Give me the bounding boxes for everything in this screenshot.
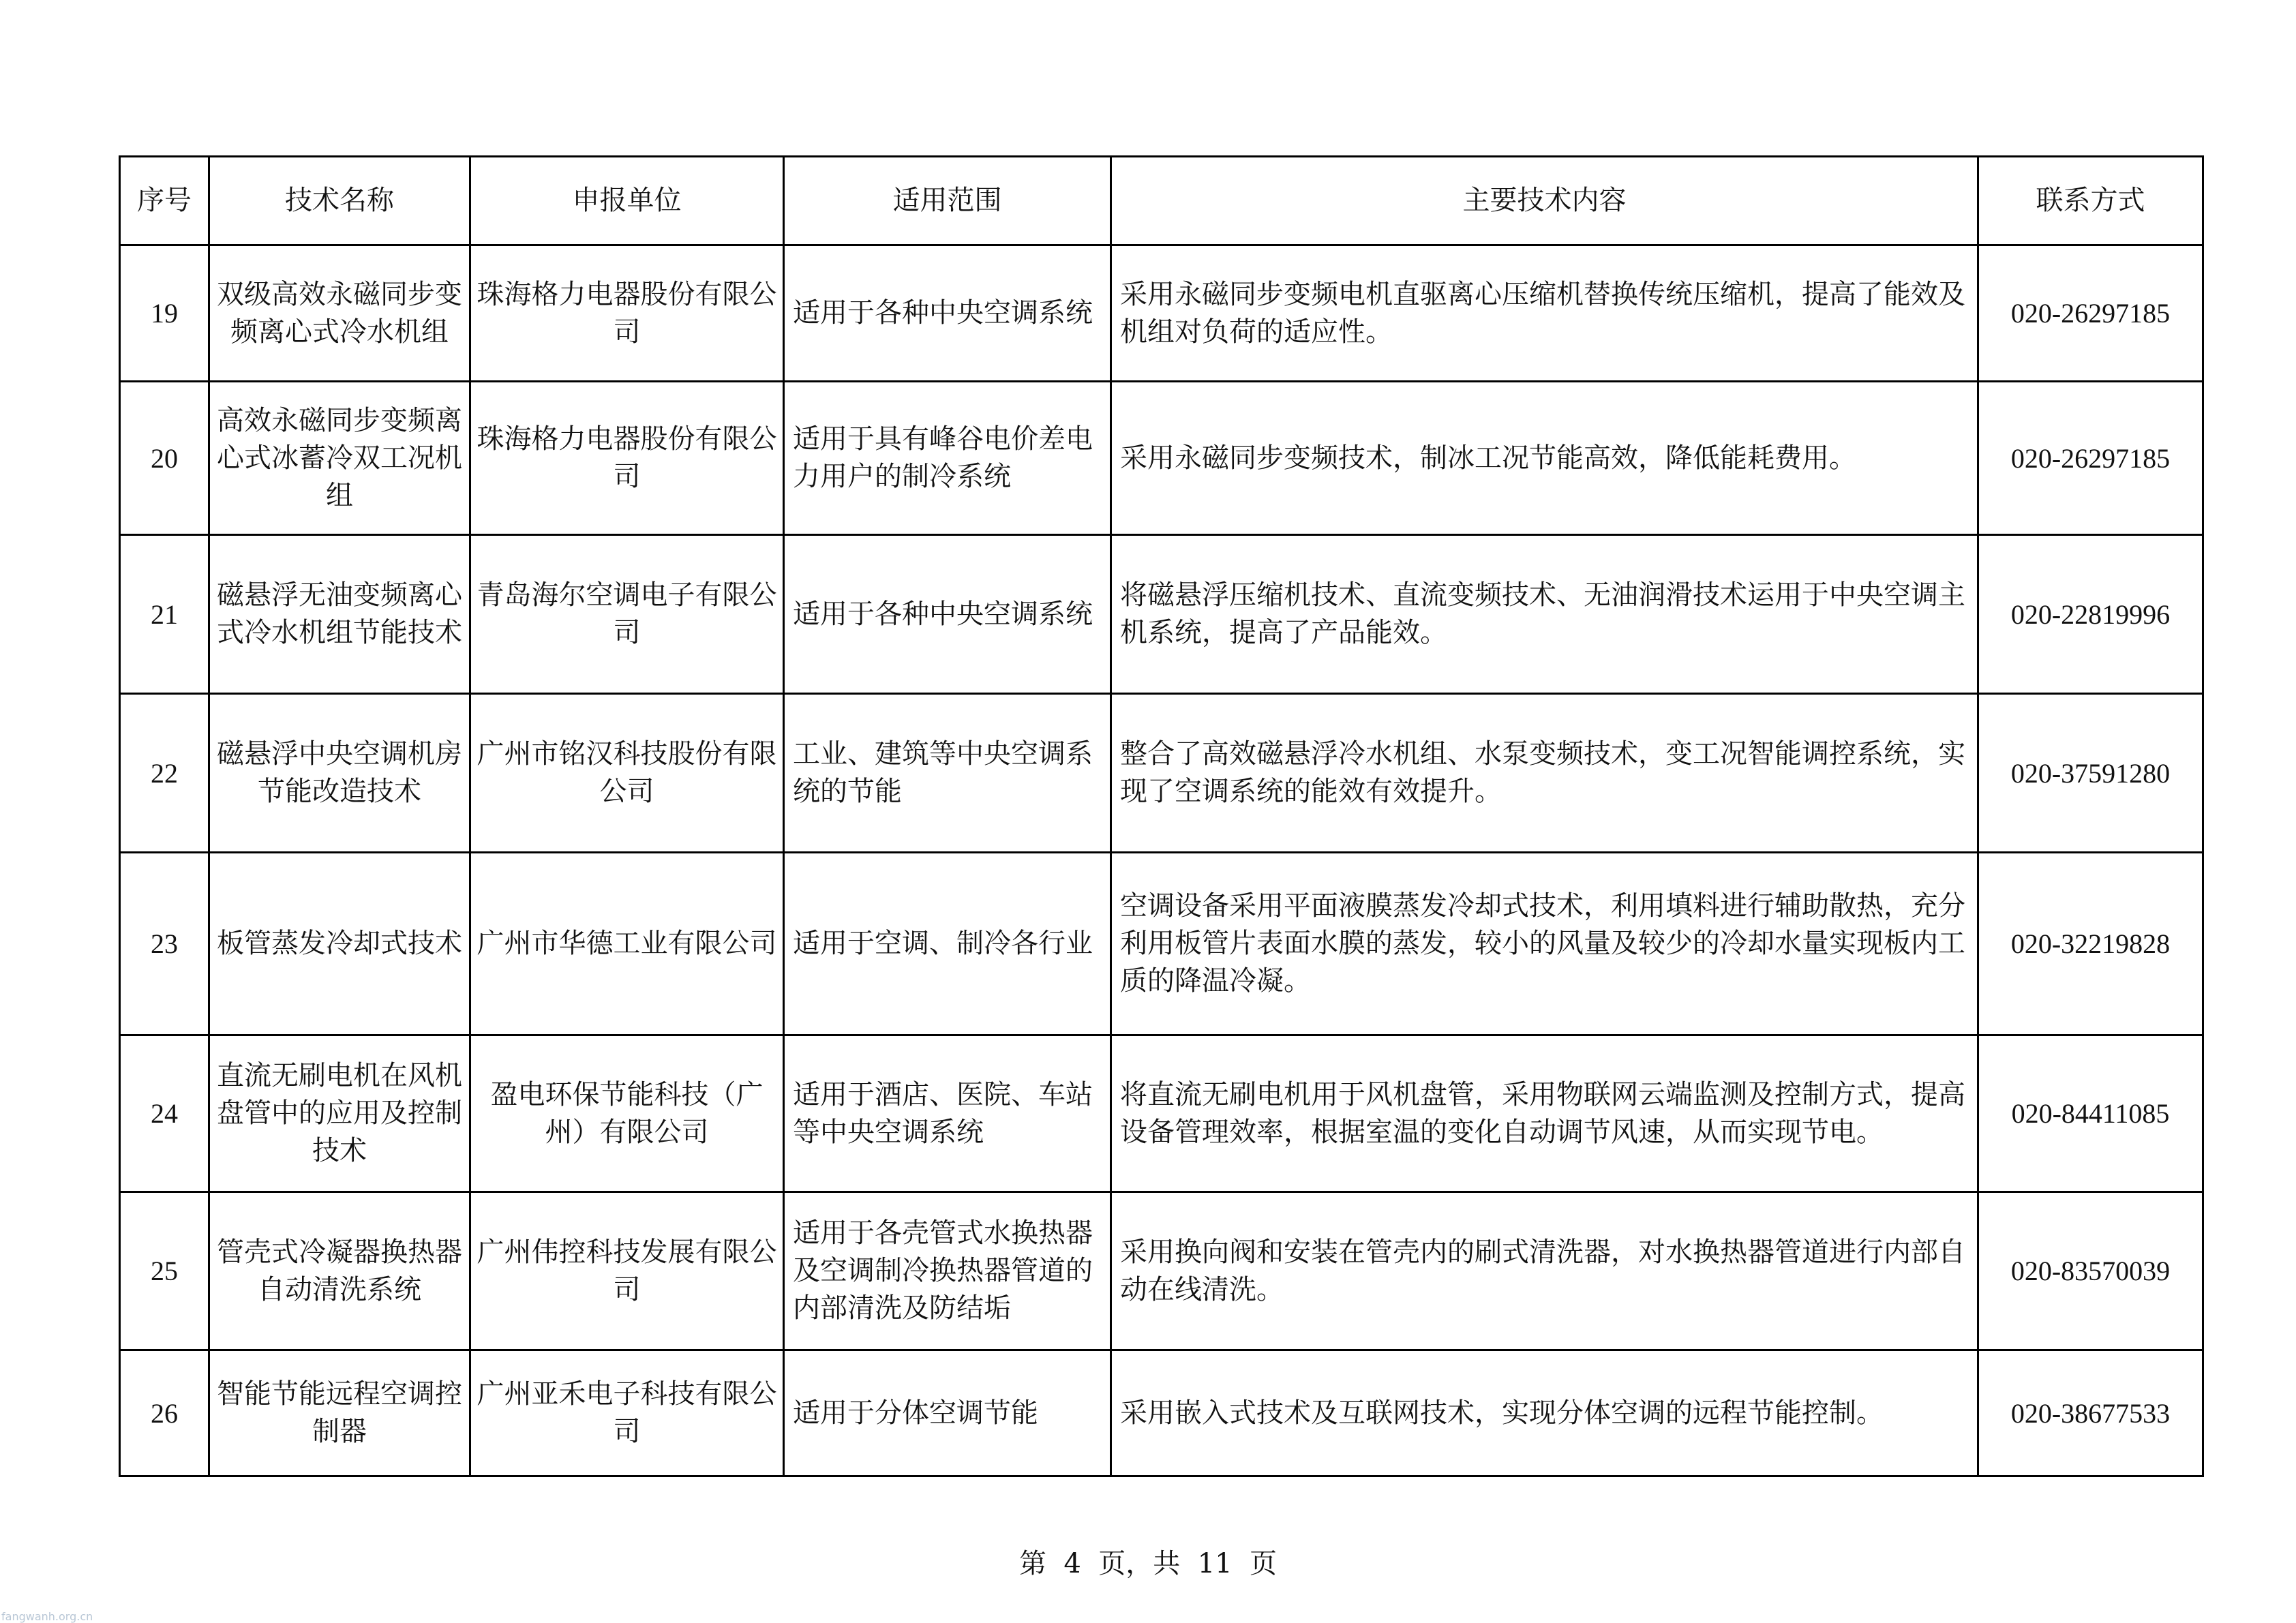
header-serial-no: 序号 <box>120 157 209 245</box>
cell-serial-no: 22 <box>120 694 209 853</box>
table-row <box>120 694 2203 853</box>
cell-main-content: 采用嵌入式技术及互联网技术，实现分体空调的远程节能控制。 <box>1111 1350 1978 1476</box>
cell-tech-name: 高效永磁同步变频离心式冰蓄冷双工况机组 <box>209 382 470 535</box>
cell-contact: 020-32219828 <box>1978 853 2203 1035</box>
table-row <box>120 245 2203 382</box>
header-main-content: 主要技术内容 <box>1111 157 1978 245</box>
table-row <box>120 1192 2203 1350</box>
cell-applicant-unit: 广州伟控科技发展有限公司 <box>470 1192 784 1350</box>
cell-contact: 020-84411085 <box>1978 1035 2203 1192</box>
cell-main-content: 整合了高效磁悬浮冷水机组、水泵变频技术，变工况智能调控系统，实现了空调系统的能效有效提升。 <box>1111 694 1978 853</box>
cell-scope: 适用于分体空调节能 <box>784 1350 1111 1476</box>
cell-contact: 020-83570039 <box>1978 1192 2203 1350</box>
cell-main-content: 将磁悬浮压缩机技术、直流变频技术、无油润滑技术运用于中央空调主机系统，提高了产品能效。 <box>1111 535 1978 694</box>
cell-applicant-unit: 广州市铭汉科技股份有限公司 <box>470 694 784 853</box>
cell-contact: 020-26297185 <box>1978 245 2203 382</box>
cell-applicant-unit: 盈电环保节能科技（广州）有限公司 <box>470 1035 784 1192</box>
cell-applicant-unit: 广州市华德工业有限公司 <box>470 853 784 1035</box>
cell-main-content: 空调设备采用平面液膜蒸发冷却式技术，利用填料进行辅助散热，充分利用板管片表面水膜的蒸发，较小的风量及较少的冷却水量实现板内工质的降温冷凝。 <box>1111 853 1978 1035</box>
cell-serial-no: 19 <box>120 245 209 382</box>
cell-scope: 适用于具有峰谷电价差电力用户的制冷系统 <box>784 382 1111 535</box>
site-watermark: fangwanh.org.cn <box>1 1610 93 1623</box>
table-row <box>120 853 2203 1035</box>
cell-main-content: 采用永磁同步变频技术，制冰工况节能高效，降低能耗费用。 <box>1111 382 1978 535</box>
header-tech-name: 技术名称 <box>209 157 470 245</box>
cell-tech-name: 直流无刷电机在风机盘管中的应用及控制技术 <box>209 1035 470 1192</box>
catalog-table-wrapper <box>119 155 2202 1477</box>
cell-scope: 适用于各种中央空调系统 <box>784 535 1111 694</box>
cell-tech-name: 磁悬浮中央空调机房节能改造技术 <box>209 694 470 853</box>
cell-contact: 020-26297185 <box>1978 382 2203 535</box>
cell-tech-name: 双级高效永磁同步变频离心式冷水机组 <box>209 245 470 382</box>
cell-main-content: 将直流无刷电机用于风机盘管，采用物联网云端监测及控制方式，提高设备管理效率，根据室温的变化自动调节风速，从而实现节电。 <box>1111 1035 1978 1192</box>
header-applicant-unit: 申报单位 <box>470 157 784 245</box>
cell-scope: 工业、建筑等中央空调系统的节能 <box>784 694 1111 853</box>
cell-serial-no: 20 <box>120 382 209 535</box>
cell-scope: 适用于各壳管式水换热器及空调制冷换热器管道的内部清洗及防结垢 <box>784 1192 1111 1350</box>
cell-applicant-unit: 珠海格力电器股份有限公司 <box>470 245 784 382</box>
cell-contact: 020-22819996 <box>1978 535 2203 694</box>
cell-tech-name: 智能节能远程空调控制器 <box>209 1350 470 1476</box>
table-row <box>120 535 2203 694</box>
cell-scope: 适用于空调、制冷各行业 <box>784 853 1111 1035</box>
cell-serial-no: 26 <box>120 1350 209 1476</box>
cell-serial-no: 23 <box>120 853 209 1035</box>
technology-catalog-table <box>119 155 2204 1477</box>
cell-contact: 020-38677533 <box>1978 1350 2203 1476</box>
cell-serial-no: 21 <box>120 535 209 694</box>
cell-scope: 适用于酒店、医院、车站等中央空调系统 <box>784 1035 1111 1192</box>
cell-applicant-unit: 广州亚禾电子科技有限公司 <box>470 1350 784 1476</box>
cell-tech-name: 磁悬浮无油变频离心式冷水机组节能技术 <box>209 535 470 694</box>
cell-applicant-unit: 青岛海尔空调电子有限公司 <box>470 535 784 694</box>
cell-main-content: 采用换向阀和安装在管壳内的刷式清洗器，对水换热器管道进行内部自动在线清洗。 <box>1111 1192 1978 1350</box>
cell-applicant-unit: 珠海格力电器股份有限公司 <box>470 382 784 535</box>
header-contact: 联系方式 <box>1978 157 2203 245</box>
table-row <box>120 1350 2203 1476</box>
cell-main-content: 采用永磁同步变频电机直驱离心压缩机替换传统压缩机，提高了能效及机组对负荷的适应性。 <box>1111 245 1978 382</box>
cell-contact: 020-37591280 <box>1978 694 2203 853</box>
cell-tech-name: 板管蒸发冷却式技术 <box>209 853 470 1035</box>
cell-serial-no: 24 <box>120 1035 209 1192</box>
cell-tech-name: 管壳式冷凝器换热器自动清洗系统 <box>209 1192 470 1350</box>
header-scope: 适用范围 <box>784 157 1111 245</box>
page-number-footer: 第 4 页，共 11 页 <box>1018 1548 1278 1579</box>
table-header-row <box>120 157 2203 245</box>
cell-serial-no: 25 <box>120 1192 209 1350</box>
table-row <box>120 382 2203 535</box>
table-row <box>120 1035 2203 1192</box>
cell-scope: 适用于各种中央空调系统 <box>784 245 1111 382</box>
